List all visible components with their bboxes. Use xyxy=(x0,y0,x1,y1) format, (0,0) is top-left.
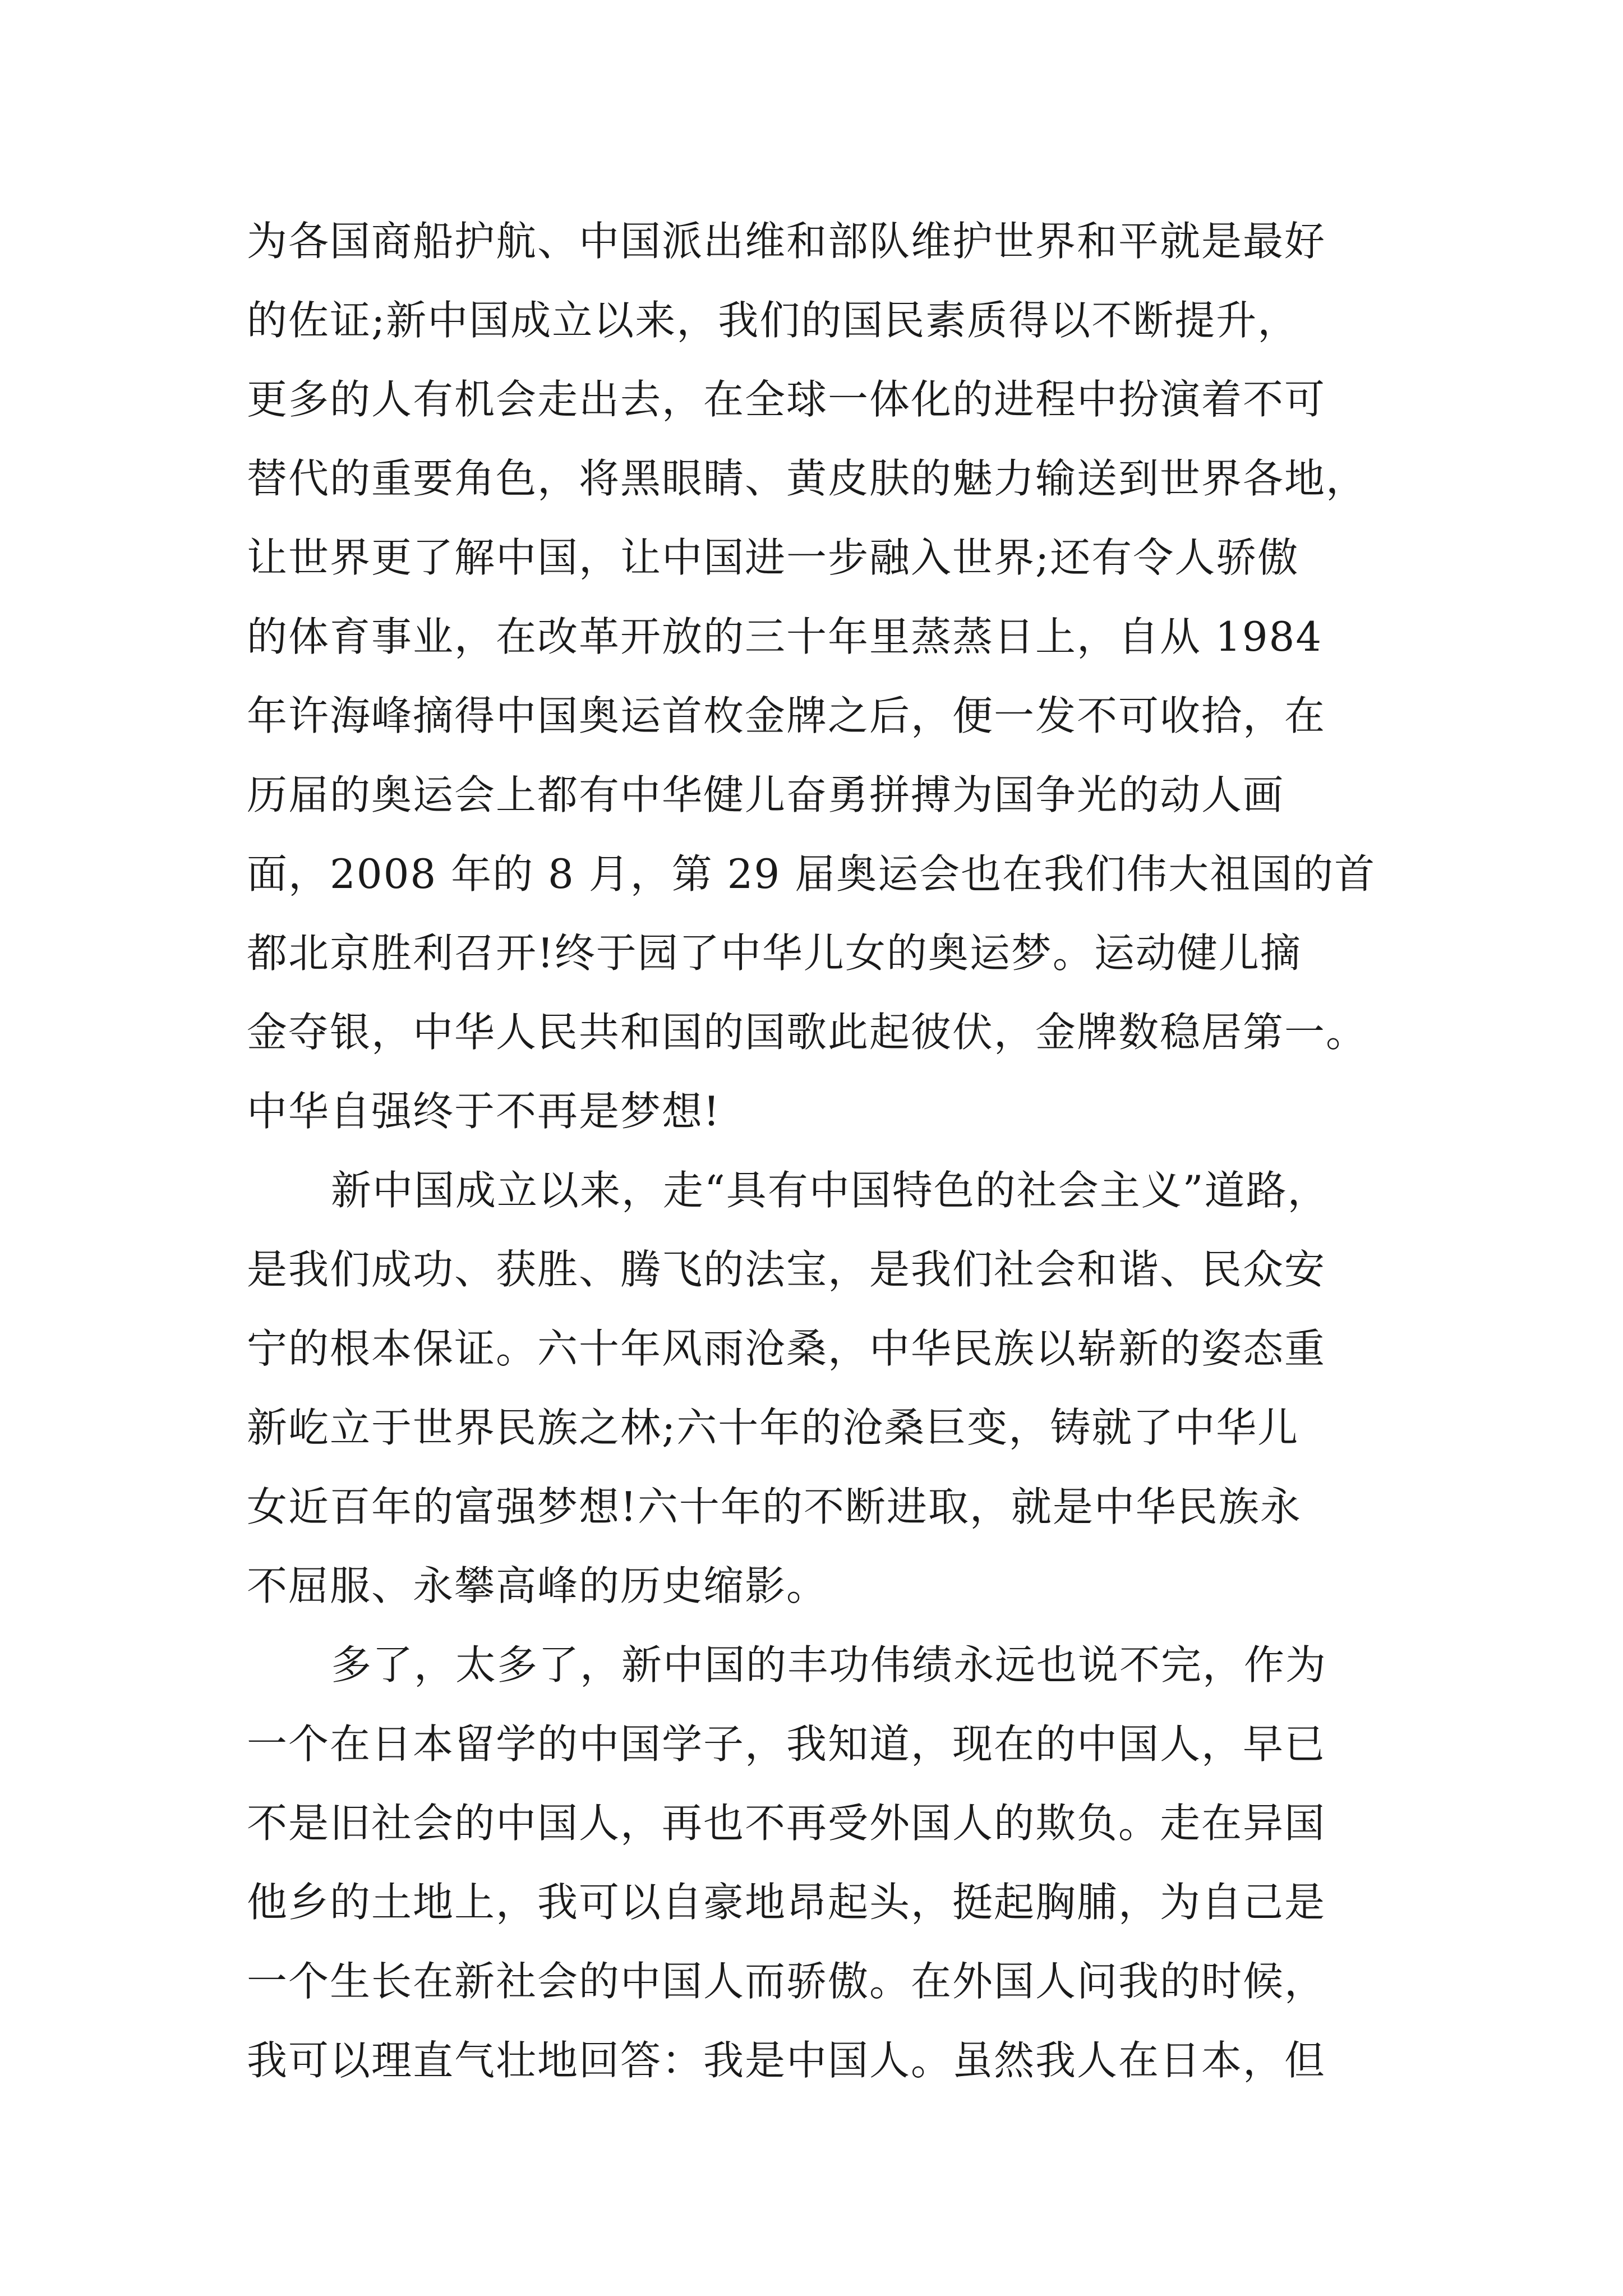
text-line: 新屹立于世界民族之林;六十年的沧桑巨变，铸就了中华儿 xyxy=(247,1404,1299,1451)
text-line: 更多的人有机会走出去，在全球一体化的进程中扮演着不可 xyxy=(247,376,1326,423)
text-line: 历届的奥运会上都有中华健儿奋勇拼搏为国争光的动人画 xyxy=(247,771,1285,818)
text-line: 不屈服、永攀高峰的历史缩影。 xyxy=(247,1562,828,1609)
text-line: 年许海峰摘得中国奥运首枚金牌之后，便一发不可收拾，在 xyxy=(247,692,1326,739)
text-line: 多了，太多了，新中国的丰功伟绩永远也说不完，作为 xyxy=(331,1641,1327,1688)
text-line: 他乡的土地上，我可以自豪地昂起头，挺起胸脯，为自己是 xyxy=(247,1879,1326,1926)
text-line: 是我们成功、获胜、腾飞的法宝，是我们社会和谐、民众安 xyxy=(247,1246,1326,1293)
text-line: 都北京胜利召开!终于园了中华儿女的奥运梦。运动健儿摘 xyxy=(247,930,1302,977)
text-line: 面，2008 年的 8 月，第 29 届奥运会也在我们伟大祖国的首 xyxy=(247,850,1376,898)
paragraph-1 xyxy=(247,202,1391,1151)
paragraph-2 xyxy=(247,1151,1391,1626)
text-line: 金夺银，中华人民共和国的国歌此起彼伏，金牌数稳居第一。 xyxy=(247,1009,1368,1056)
text-line: 让世界更了解中国，让中国进一步融入世界;还有令人骄傲 xyxy=(247,534,1299,581)
text-line: 的体育事业，在改革开放的三十年里蒸蒸日上，自从 1984 xyxy=(247,613,1323,660)
text-line: 替代的重要角色，将黑眼睛、黄皮肤的魅力输送到世界各地， xyxy=(247,455,1368,502)
text-line: 不是旧社会的中国人，再也不再受外国人的欺负。走在异国 xyxy=(247,1800,1326,1847)
text-line: 的佐证;新中国成立以来，我们的国民素质得以不断提升， xyxy=(247,297,1299,344)
text-line: 新中国成立以来，走“具有中国特色的社会主义”道路， xyxy=(331,1167,1329,1214)
text-line: 一个在日本留学的中国学子，我知道，现在的中国人，早已 xyxy=(247,1720,1326,1768)
body-text xyxy=(247,202,1391,2100)
text-line: 宁的根本保证。六十年风雨沧桑，中华民族以崭新的姿态重 xyxy=(247,1325,1326,1372)
text-line: 我可以理直气壮地回答：我是中国人。虽然我人在日本，但 xyxy=(247,2037,1326,2084)
text-line: 女近百年的富强梦想!六十年的不断进取，就是中华民族永 xyxy=(247,1483,1302,1530)
text-line: 中华自强终于不再是梦想! xyxy=(247,1088,721,1135)
text-line: 为各国商船护航、中国派出维和部队维护世界和平就是最好 xyxy=(247,218,1326,265)
paragraph-3 xyxy=(247,1626,1391,2100)
text-line: 一个生长在新社会的中国人而骄傲。在外国人问我的时候， xyxy=(247,1958,1326,2005)
